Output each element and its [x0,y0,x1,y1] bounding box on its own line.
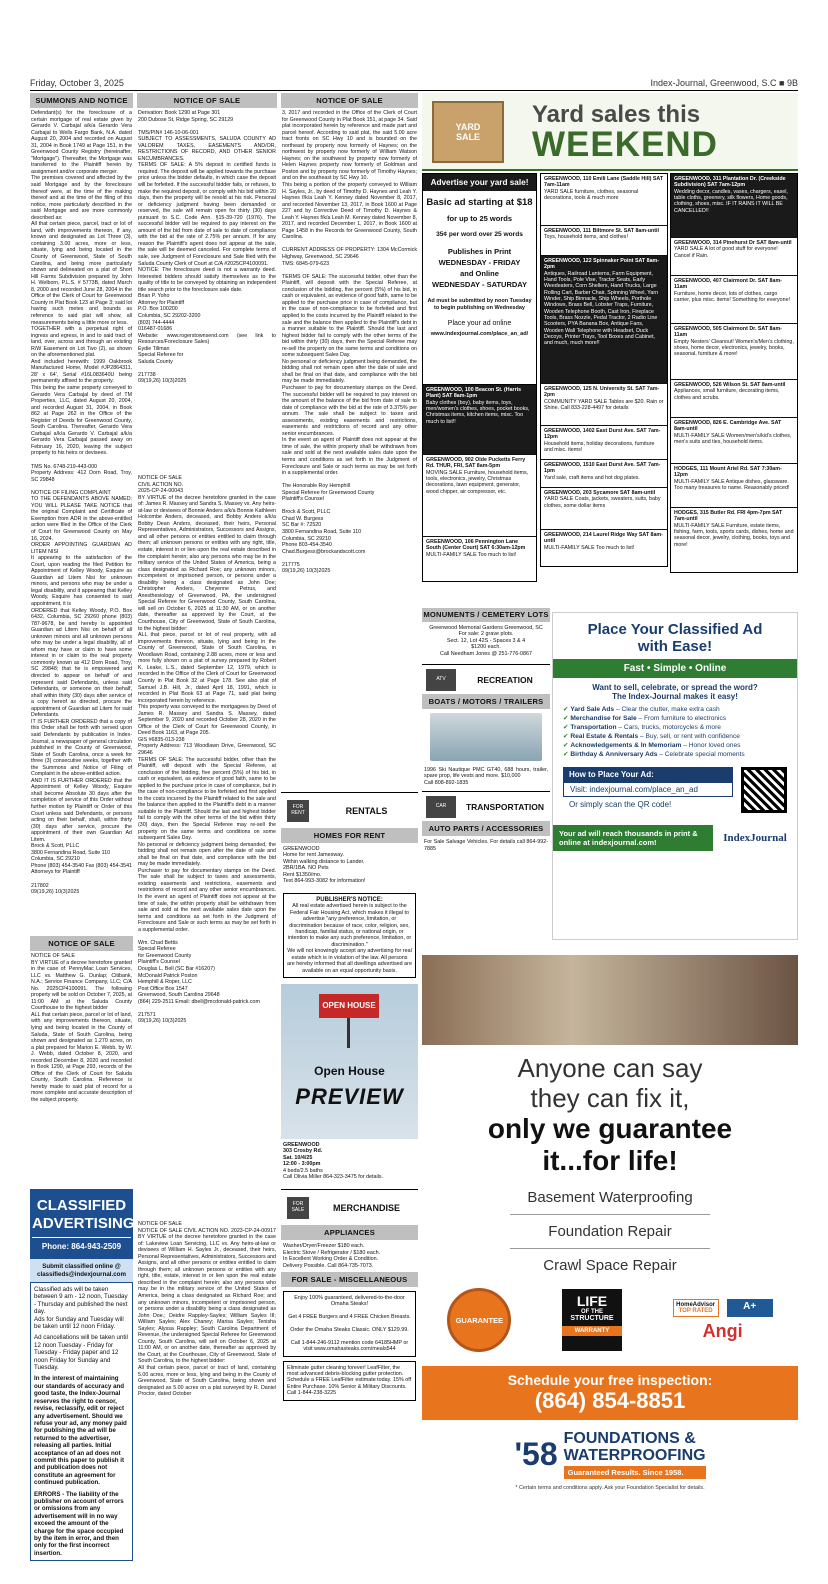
brand-logo: '58 [514,1436,558,1472]
yard-title-weekend: WEEKEND [532,125,718,164]
promo-for: for up to 25 words [446,214,512,223]
promo-pub: Publishes in Print [447,247,512,256]
life-warranty-badge: LIFE OF THE STRUCTURE WARRANTY [562,1289,622,1351]
rental-listing: GREENWOOD Home for rent Jamesway. Within walking distance to Lander. 2BR/1BA. NO Pets Rent $1350/mo. Text 864-993-3082 for information! [283,846,366,885]
notice-text: Derivation: Book 1290 at Page 301 200 Dubose St, Ridge Spring, SC 29129 TMS/PIN# 146-10-06-001 SUBJECT TO ASSESSMENTS, SALUDA COUNTY AD VALOREM TAXES, EASEMENTS AND/OR, RESTRICTIONS OF RECORD, AND OTHER SENIOR ENCUMBRANCES. TERMS OF SALE: A 5% deposit in certified funds is required. The deposit will be applied towards the purchase price unless the bidder defaults, in which case the deposit will be forfeited. If the successful bidder fails, or refuses, to make the required deposit, or comply with his bid within 20 days, then the property will be resold at his risk. Personal or deficiency judgment having been demanded or reserved, the sale will remain open for thirty (30) days pursuant to S.C. Code Ann. §15-39-720 (1976). The successful bidder will be required to pay interest on the amount of the bid from date of sale to date of compliance with the bid at the rate of 2.75% per annum. If for any reason the Plaintiff's agent does not appear at the sale, the sale will be deemed canceled. For complete terms of sale, see Judgment of Foreclosure and Sale filed with the Saluda County Clerk of Court at C/A #2025CP4100091. NOTICE: The foreclosure deed is not a warranty deed. Interested bidders should satisfy themselves as to the quality of title to be conveyed by obtaining an independent title search prior to the foreclosure sale date. Brian P. Yoho Attorney for Plaintiff P.O. Box 100200 Columbia, SC 29202-3200 (803) 744-4444 016487-01686 Website: www.rogerstownsend.com (see link to Resources/Foreclosure Sales) Eydie Tillman Special Referee for Saluda County 217738 09(19,26) 10(3)2025 [138,110,276,385]
yard-listing: GREENWOOD, 203 Sycamore SAT 8am-until YARD SALE Coats, jackets, sweaters, suits, baby clothes, some dollar items [541,488,667,530]
yard-listing: HODGES, 315 Butler Rd. FRI 4pm-7pm SAT 7am-until MULTI-FAMILY SALE Furniture, estate items, fishing, farm, tools, sports cards, dishes, home and seasonal decor, jewelry, clothing, books, toys and more! [674,510,794,548]
column-summons [30,93,135,1557]
foundation-photo [422,955,798,1045]
monuments-title: MONUMENTS / CEMETERY LOTS [422,608,550,622]
check-item: ✔ Transportation – Cars, trucks, motorcycles & more [563,724,721,731]
omaha-text: Enjoy 100% guaranteed, delivered-to-the-door Omaha Steaks! Get 4 FREE Burgers and 4 FREE Chicken Breasts. Order the Omaha Steaks Classic. ONLY $129.99. Call 1-844-246-9112 mention code 64185HMP or visit www.omahasteaks.com/meals544 [288,1294,411,1353]
merchandise-label: MERCHANDISE [332,1202,400,1213]
notice-text: NOTICE OF SALE BY VIRTUE of a decree heretofore granted in the case of: PennyMac Loan Services, LLC vs. Matthew G. Dunlap; Citibank, N.A.; Service Finance Company, LLC; C/A No. 2025CP4100091. The following property will be sold on October 7, 2025, at 11:00 AM at the Saluda County Courthouse to the highest bidder ALL that certain piece, parcel or lot of land, with any improvements thereon, situate, lying and being located in the County of Saluda, State of South Carolina, being shown and designated as 1.270 acres, on a plat prepared for Marion E. Webb, by W. J. Webb, dated October 8, 2020, and recorded December 8, 2020 and recorded in Book 1290, at Page 293, records of the Office of the Clerk of Court for Saluda County, South Carolina. Reference is hereby made to said plat of record for a more complete and accurate description of the subject property. [31,953,132,1104]
foundation-headline: Anyone can say [517,1053,703,1083]
auto-parts-title: AUTO PARTS / ACCESSORIES [422,821,550,836]
summons-text: Defendant(s) for the foreclosure of a certain mortgage of real estate given by Gerardo V. Carbajal a/k/a Gerardo Vera Carbajal to Wells Fargo Bank, N.A. dated August 20, 2004 and recorded on August 31, 2004 in Book 1749 at Page 151, in the Greenwood County Registry (hereinafter, "Mortgage"). Thereafter, the Mortgage was transferred to the Plaintiff herein by assignment and/or corporate merger. The premises covered and affected by the said Mortgage and by the foreclosure thereof were, at the time of the making thereof and at the time of the filing of this notice, more particularly described in the said Mortgage and are more commonly described as: All that certain piece, parcel, tract or lot of land, with improvements thereon, if any, known and designated as Lot Three (3), containing 3.00 acres, more or less, situate, lying and being located in the County of Greenwood, State of South Carolina, and being more particularly shown and delineated on a plat of Short Hill Farms Subdivision prepared by John H. Welborn, P.L.S. # 5773B, dated March 8, 2000 and recorded June 28, 2004 in the Office of the Clerk of Court for Greenwood County in Plat Book 123 at Page 3; said lot having such metes and bounds as reference to said plat will show, all measurements being a little more or less. TOGETHER with a perpetual right of ingress and egress, in and to said tract of land, over, across and through an existing R/W Easement on Lot Two (2), as shown on the aforementioned plat. And included herewith: 1999 Oakbrook Manufactured Home, Model #JP2864311, 28' x 64', Serial #16L083640U being permanently affixed to the property. This being the same property conveyed to Gerardo Vera Carbajal by deed of TM Properties, LLC, dated August 20, 2004, and recorded August 31, 2004, in Book 862 at Page 262 in the Office of the Register of Deeds for Greenwood County, South Carolina. Thereafter, Gerardo Vera Carbajal a/k/a Gerardo V. Carbajal a/k/a Gerardo Vera Carbajal passed away on February 16, 2020, leaving the subject property to his heirs or devisees. TMS No. 6748-219-443-000 Property Address: 412 Dorn Road, Troy, SC 29848 NOTICE OF FILING COMPLAINT TO THE DEFENDANTS ABOVE NAMED: YOU WILL PLEASE TAKE NOTICE that the original Complaint and Certificate of Exemption from ADR in the above-entitled action were filed in the Office of the Clerk of Court for Greenwood County on May 16, 2024. ORDER APPOINTING GUARDIAN AD LITEM NISI It appearing to the satisfaction of the Court, upon reading the filed Petition for Appointment of Kelley Woody, Esquire as Guardian ad Litem Nisi for unknown minors, and persons who may be under a legal disability, and it appearing that Kelley Woody, Esquire has consented to said appointment, it is ORDERED that Kelley Woody, P.O. Box 6432, Columbia, SC 29260 phone (803) 787-9678, be and hereby is appointed Guardian ad Litem Nisi on behalf of all unknown minors and all unknown persons who may be under a legal disability, all of whom may have or claim to have some interest in or claim to the real property commonly known as 412 Dorn Road, Troy, SC 29848; that he is empowered and directed to appear on behalf of and represent said Defendants, unless said Defendants, or someone on their behalf, shall within thirty (30) days after service of a copy hereof as directed, procure the appointment of Guardian ad Litem for said Defendants. IT IS FURTHER ORDERED that a copy of this Order shall be forth with served upon said Defendants by publication in Index-Journal, a newspaper of general circulation published in the County of Greenwood, State of South Carolina, once a week for three (3) consecutive weeks, together with the Summons and Notice of Filing of Complaint in the above-entitled action. AND IT IS FURTHER ORDERED that the Appointment of Kelley Woody, Esquire shall become Absolute 30 days after the completion of service of this Order without further motion by Plaintiff or Order of this Court unless said Defendants, or persons acting on their behalf, shall, within thirty (30) days after service, procure the appointment of their own Guardian Ad Litem. Brock & Scott, PLLC 3800 Fernandina Road, Suite 110 Columbia, SC 29210 Phone (803) 454-3540 Fax (803) 454-3541 Attorneys for Plaintiff 217802 09(19,26) 10(3)2025 [31,110,133,896]
publisher-text: All real estate advertised herein is subject to the Federal Fair Housing Act, which makes it illegal to advertise "any preference, limitation, or discrimination because of race, color, religion, sex, handicap, familial status, or national origin, or intention to make any such preference, limitation, or discrimination." We will not knowingly accept any advertising for real estate which is in violation of the law. All persons are hereby informed that all dwellings advertised are available on an equal opportunity basis. [287,903,412,974]
column-notice-3 [281,93,418,1563]
how-to-place [563,767,787,821]
header-rule [30,90,798,91]
promo-deadline: Ad must be submitted by noon Tuesday to begin publishing on Wednesday [427,298,532,311]
foundation-ad [422,955,798,1563]
notice-text: 3, 2017 and recorded in the Office of the Clerk of Court for Greenwood County in Plat Book 151, at page 34. Said plat incorporated herein by reference and made part and parcel hereof. According to said plat, the said 5.00 acre tract fronts on SC Hwy 10 and is bounded on the northeast by property now formerly of Haynes; on the northwest by property now formerly of William Watson Haynes; on the southwest by property now formerly of Helen Haynes property now formerly of Goldman and Poston and by property now formerly of Timothy Haynes; and on the southeast by SC Hwy 10. This being a portion of the property conveyed to William H. Sayles, Jr., by deed of Timothy D. Haynes and Leah Y. Haynes f/k/a Leah Y. Kenney dated November 8, 2017, and recorded November 13, 2017, in Book 1600 at Page 227 and by Corrective Deed of Timothy D. Haynes & Leah Y. Haynes f/k/a Leah M. Kenney dated November 8, 2017, and recorded December 1, 2017, in Book 1600 at Page 1458 in the Records for Greenwood County, South Carolina. CURRENT ADDRESS OF PROPERTY: 1304 McCormick Highway, Greenwood, SC 29646 TMS: 6845-079-623 TERMS OF SALE: The successful bidder, other than the Plaintiff, will deposit with the Special Referee, at conclusion of the bidding, five percent (5%) of his bid, in cash or equivalent, as evidence of good faith, same to be applied to the purchase price in case of compliance, but in the case of non-compliance to be forfeited and first applied to the costs incurred by the Plaintiff related to the sale and the balance then applied to the Plaintiff's debt in a manner suitable to the Plaintiff. Should the last and highest bidder fail to comply with the other terms of the bid within thirty (30) days, then the Special Referee may re-sell the property on the same terms and conditions on some subsequent Sales Day. No personal or deficiency judgment being demanded, the bidding shall not remain open after the date of sale and shall be final on that date, and compliance with the bid may be made immediately. Purchaser to pay for documentary stamps on the Deed. The successful bidder will be required to pay interest on the amount of the balance of the bid from date of sale to date of compliance with the bid at the rate of 3.375% per annum. The sale shall be subject to taxes and assessments, existing easements and restrictions, easements and restrictions of record and any other senior encumbrances. In the event an agent of Plaintiff does not appear at the time of sale, the within property shall be withdrawn from sale and sold at the next available sales date upon the terms and conditions as set forth in the Judgment of Foreclosure and Sale or such terms as may be set forth in a supplemental order. The Honorable Roy Hemphill Special Referee for Greenwood County Plaintiff's Counsel Brock & Scott, PLLC Chad W. Burgess SC Bar #: 72520 3800 Fernandina Road, Suite 110 Columbia, SC 29210 Phone 803-454-3540 Chad.Burgess@brockandscott.com 217775 09(19,26) 10(3)2025 [282,110,417,575]
yard-listing: GREENWOOD, 407 Clairmont Dr. SAT 8am-11am Furniture, home decor, lots of clothes, cargo carrier, plus misc. items! Something for everyone! [671,276,797,324]
auto-text: For Sale Salvage Vehicles. For details call 864-992-7885 [424,839,548,852]
yard-listing: GREENWOOD, 526 Wilson St. SAT 8am-until Appliances, small furniture, decorating items, clothes and scrubs. [671,380,797,418]
yard-sale-box-icon: YARD SALE [432,101,504,163]
classified-title: CLASSIFIED [36,1197,127,1214]
promo-and: and Online [460,269,499,278]
section-title: SUMMONS AND NOTICE [30,93,133,108]
schedule-phone[interactable]: (864) 854-8851 [534,1388,686,1413]
info-text: Classified ads will be taken between 9 am - 12 noon, Tuesday - Thursday and published the next day. Ads for Sunday and Tuesday will be taken until 12 noon Friday. [34,1286,128,1331]
yard-listing: GREENWOOD, 122 Spinnaker Point SAT 8am-2pm Antiques, Railroad Lanterns, Farm Equipment, Hand Tools, Pole Vise, Tractor Seats, Early Weedeaters, Corn Shellers, Hand Trucks, Large Rolling Cart, Barber Chair, Spinning Wheel, Yarn Winder, Ship Binnacle, Ship Wheels, Porthole Windows, Brass Bell, Lobster Traps, Furniture, Wooden Telephone Booth, Cast Iron, Fireplace Tools, Brass Nozzle, Pedal Tractor, 2 Radio Line Scooters, PYA Banana Box, Antique Fans, Wooden Wall Telephone with Headset, Duck Decoys, Printer Trays, Tool Boxes and Cabinet, and much, much more!! [541,256,667,384]
service-item: Crawl Space Repair [543,1257,677,1274]
homes-for-rent-title: HOMES FOR RENT [281,828,418,843]
appliances-title: APPLIANCES [281,1225,418,1240]
classified-email-box [30,1259,133,1282]
rentals-banner [281,792,418,828]
misc-title: FOR SALE - MISCELLANEOUS [281,1272,418,1287]
sign-post [347,1018,350,1048]
place-ad-footer [553,825,797,851]
divider [510,1248,710,1249]
foundation-headline: it...for life! [542,1145,678,1176]
ratings-badges: HomeAdvisor TOP RATED A+ Angi [673,1299,773,1342]
header-date: Friday, October 3, 2025 [30,78,124,88]
yard-listing: GREENWOOD, 505 Clairmont Dr. SAT 8am-11am Empty Nesters' Cleanout! Women's/Men's clothing, shoes, home decor, electronics, jewelry, books, seasonal, furniture & more! [671,324,797,380]
service-item: Basement Waterproofing [527,1189,693,1206]
yard-listings-left [422,384,537,582]
place-ad-reach: Your ad will reach thousands in print & online at indexjournal.com! [553,825,713,851]
merchandise-banner [281,1189,418,1225]
place-ad-panel [552,612,798,940]
guarantee-seal-icon: GUARANTEE [447,1288,511,1352]
boats-title: BOATS / MOTORS / TRAILERS [422,694,550,709]
section-title: NOTICE OF SALE [137,93,277,108]
check-item: ✔ Real Estate & Rentals – Buy, sell, or rent with confidence [563,733,740,740]
yard-listing: GREENWOOD, 111 Biltmore St. SAT 8am-until Toys, household items, and clothes! [541,226,667,256]
yard-listings-right [670,173,798,573]
divider [510,1214,710,1215]
for-sale-icon: FOR SALE [287,1197,309,1219]
open-house-listing: GREENWOOD 303 Crosby Rd. Sat. 10/4/25 12:00 - 3:00pm 4 beds/2.5 baths Call Olivia Miller 864-323-3475 for details. [283,1141,384,1180]
transport-banner [422,791,550,821]
recreation-banner [422,664,550,694]
yard-listing: GREENWOOD, 100 Beacon St. (Harris Plant) SAT 8am-1pm Baby clothes (boy), baby items, toys, men/women's clothes, shoes, pocket books, Christmas items, kitchen items, misc. Too much to list!! [423,385,536,455]
yard-listing: GREENWOOD, 311 Plantation Dr. (Creekside Subdivision) SAT 7am-12pm Wedding decor, candles, vases, chargers, easel, table cloths, greenery, silk flowers, Home goods, clothing, shoes, misc. IF IT RAINS IT WILL BE CANCELLED!! [671,174,797,238]
car-icon: CAR [426,796,456,818]
place-ad-tagline: Fast • Simple • Online [553,659,797,678]
email-label: Submit classified online @ [42,1263,121,1270]
promo-title: Advertise your yard sale! [423,174,536,191]
rentals-label: RENTALS [345,805,388,816]
open-house-preview: PREVIEW [295,1083,404,1109]
check-item: ✔ Yard Sale Ads – Clear the clutter, make extra cash [563,706,720,713]
promo-price: Basic ad starting at $18 [426,197,533,208]
yard-promo [422,173,537,388]
appliances-text: Washer/Dryer/Freezer $180 each. Electric Stove / Refrigerator / $180 each. In Excellent Working Order & Condition. Delivery Possible. Call 864-735-7073. [283,1243,381,1269]
check-item: ✔ Merchandise for Sale – From furniture to electronics [563,715,727,722]
place-ad-title: with Ease! [637,638,713,655]
transport-label: TRANSPORTATION [465,801,545,812]
yard-listing: GREENWOOD, 826 E. Cambridge Ave. SAT 8am-until MULTI-FAMILY SALE Women/men's/kid's clothes, men's suits and ties, household items. [671,418,797,464]
email-link[interactable]: classifieds@indexjournal.com [37,1270,126,1278]
for-rent-icon: FOR RENT [287,800,309,822]
yard-listing: GREENWOOD, 1402 East Durst Ave. SAT 7am-12pm Household items, holiday decorations, furniture and misc. items! [541,426,667,460]
foundation-headline: they can fix it, [530,1083,690,1113]
how-visit-link[interactable]: Visit: indexjournal.com/place_an_ad [563,782,733,797]
badges-row [422,1288,798,1352]
foundations-brand [422,1430,798,1479]
leaffilter-ad [283,1361,416,1401]
info-text: Ad cancellations will be taken until 12 noon Tuesday - Friday for Tuesday - Friday paper and 12 noon Friday for Sunday and Tuesday. [34,1334,128,1372]
yard-title: Yard sales this [532,101,701,128]
promo-extra: 35¢ per word over 25 words [436,231,523,238]
classified-title: ADVERTISING [32,1215,131,1238]
classified-phone: Phone: 864-943-2509 [41,1242,122,1251]
yard-listing: GREENWOOD, 314 Pinehurst Dr SAT 8am-until YARD SALE A lot of good stuff for everyone! Cancel if Rain. [671,238,797,276]
info-text: ERRORS - The liability of the publisher on account of errors or omissions from any advertisement will in no way exceed the amount of the charge for the space occupied by the item in error, and then only for the first incorrect insertion. [34,1490,124,1557]
yard-listing: GREENWOOD, 125 N. University St. SAT 7am-2pm COMMUNITY YARD SALE Tables are $20. Rain or Shine. Call 833-228-4497 for details [541,384,667,426]
promo-days: WEDNESDAY - FRIDAY [438,258,521,267]
place-ad-checklist [553,701,797,763]
open-house-sign: OPEN HOUSE [319,994,379,1018]
promo-place: Place your ad online [447,319,512,327]
info-text: In the interest of maintaining our standards of accuracy and good taste, the Index-Journal reserves the right to censor, revise, reclassify, edit or reject any advertisement. Should we refuse your ad, any money paid for publishing the ad will be returned to the advertiser, releasing all parties. Initial acceptance of an ad does not commit this paper to publish it and publication does not constitute an agreement for continued publication. [34,1375,127,1487]
angi-logo: Angi [702,1320,743,1341]
boat-photo [430,713,542,761]
yard-listing: GREENWOOD, 1510 East Durst Ave. SAT 7am-1pm Yard sale, craft items and hot dog plates. [541,460,667,488]
publisher-title: PUBLISHER'S NOTICE: [316,897,383,904]
leaffilter-text: Eliminate gutter cleaning forever! LeafFilter, the most advanced debris-blocking gutter protection. Schedule a FREE LeafFilter estimate today. 15% off Entire Purchase. 10% Senior & Military Discounts. Call 1-844-238-3225 [287,1364,412,1397]
section-title: NOTICE OF SALE [30,936,133,951]
yard-listing: GREENWOOD, 110 Emili Lane (Saddle Hill) SAT 7am-11am YARD SALE furniture, clothes, seasonal decorations, tools & much more [541,174,667,226]
yard-listing: GREENWOOD, 106 Pennington Lane South (Center Court) SAT 6:30am-12pm MULTI-FAMILY SALE Too much to list! [426,539,526,558]
how-title: How to Place Your Ad: [563,767,733,782]
classified-banner [30,1189,133,1259]
yard-listing: GREENWOOD, 902 Olde Pucketts Ferry Rd. THUR, FRI, SAT 8am-5pm MOVING SALE Furniture, household items, tools, electronics, jewelry, Christmas decorations, lawn equipment, generator, wood chipper, air compressor, etc. [423,455,536,537]
column-notice-2 [137,93,277,1563]
open-house-title: Open House [314,1063,385,1078]
promo-url[interactable]: www.indexjournal.com/place_an_ad/ [430,330,529,337]
section-title: NOTICE OF SALE [281,93,418,108]
yard-sale-banner [422,93,798,171]
schedule-bar [422,1366,798,1420]
check-item: ✔ Birthday & Anniversary Ads – Celebrate special moments [563,751,745,758]
publisher-notice [283,893,416,977]
header-paper: Index-Journal, Greenwood, S.C ■ 9B [650,78,798,88]
notice-text: NOTICE OF SALE CIVIL ACTION NO. 2025-CP-24-00043 BY VIRTUE of the decree heretofore granted in the case of: James R. Massey and Sandra S. Massey vs. Any heirs-at-law or devisees of Bonnie Anders a/k/a Bonnie Kathleen Holcombe Anders, deceased, and Bobby Anders a/k/a Bobby Dean Anders, deceased, their heirs, Personal Representatives, Administrators, Successors and Assigns, and all other persons or entities entitled to claim through them; all unknown persons or entities with any right, title, estate, interest in or lien upon the real estate described in the complaint herein; also any persons who may be in the military service of the United States of America, being a class designated as Richard Roe; any unknown minors, incompetent or imprisoned person, or persons under a disability being a class designated as John Doe; Christopher Anders, Cheyenne Petrus, and Anesthesiology of Greenwood, PA, the undersigned Special Referee for Greenwood County, South Carolina, will sell on October 6, 2025 at 11:30 AM, or on another date, thereafter as approved by the Court, at the Courthouse, City of Greenwood, State of South Carolina, to the highest bidder: ALL that piece, parcel or lot of real property, with all improvements thereon, situate, lying and being in the County of Greenwood, State of South Carolina, in Woodlawn Road, containing 2.88 acres, more or less and more fully shown on a plat of survey prepared by Robert K. Leake, L.S., dated September 12, 1979, which is recorded in the Office of the Clerk of Court for Greenwood County in Plat Book 32 at Page 178. See also plat of Samuel J.B. Hill, Jr., dated April 18, 1991, which is recorded in Plat Book 63 at Page 71, said plat being incorporated herein by reference. This property was conveyed to the mortgagees by Deed of James R. Massey and Sandra S. Massey, dated September 9, 2020 and recorded October 28, 2020 in the Office of the Clerk of Court for Greenwood County, in Deed Book 1163, at Page 205. GIS #6835-013-238 Property Address: 713 Woodlawn Drive, Greenwood, SC 29646 TERMS OF SALE: The successful bidder, other than the Plaintiff, will deposit with the Special Referee, at conclusion of the bidding, five percent (5%) of his bid, in cash or equivalent, as evidence of good faith, same to be applied to the purchase price in case of compliance, but in the case of non-compliance to be forfeited and first applied to the costs incurred by the Plaintiff related to the sale and the balance then applied to the Plaintiff's debt in a manner suitable to the Plaintiff. Should the last and highest bidder fail to comply with the other terms of the bid within thirty (30) days, then the Special Referee may re-sell the property on the same terms and conditions on some subsequent Sales Day. No personal or deficiency judgment being demanded, the bidding shall not remain open after the date of sale and shall be final on that date, and compliance with the bid may be made immediately. Purchaser to pay for documentary stamps on the Deed. The sale shall be subject to taxes and assessments, existing easements and restrictions, easements and restrictions of record and any other senior encumbrances. In the event an agent of Plaintiff does not appear at the time of sale, the within property shall be withdrawn from sale and sold at the next available sales date upon the terms and conditions as set forth in the Judgment of Foreclosure and Sale or such terms as may be set forth in a supplemental order. Wm. Chad Bettis Special Referee for Greenwood County Plaintiff's Counsel Douglas L. Bell (SC Bar #16207) McDonald Patrick Poston Hemphill & Roper, LLC Post Office Box 1547 Greenwood, South Carolina 29648 (864) 229-2511 Email: dbell@mcdonald-patrick.com 217571 09(19,26) 10(3)2025 [138,475,276,1025]
monuments-text: Greenwood Memorial Gardens Greenwood, SC For sale: 2 grave plots. Sect. 12, Lot 42S - Spaces 3 & 4 $1200 each. Call Needham Jones @ 251-776-0867 [429,625,543,657]
notice-text: NOTICE OF SALE NOTICE OF SALE CIVIL ACTION NO. 2023-CP-24-00917 BY VIRTUE of the decree heretofore granted in the case of: Lakeview Loan Servicing, LLC vs. Any heirs-at-law or devisees of William H. Sayles Jr., deceased, their heirs, Personal Representatives, Administrators, Successors and Assigns, and all other persons or entities entitled to claim through them; all unknown persons or entities with any right, title, estate, interest in or lien upon the real estate described in the complaint herein; also any persons who may be in the military service of the United States of America, being a class designated as Richard Roe; and any unknown minors, incompetent or imprisoned person, or persons under a disability being a class designated as John Doe.; Deidre Rappley-Sayles; William Sayles III; William Sayles; Alex Chaney; Marisa Sayles; Tenisha Sayles; Alyssa Rappley; South Carolina Department of Revenue, the undersigned Special Referee for Greenwood County, South Carolina, will sell on October 6, 2025 at 11:00 AM, or on another date, thereafter as approved by the Court, at the Courthouse, City of Greenwood, State of South Carolina, to the highest bidder: All that certain piece, parcel or tract of land, containing 5.00 acres, more or less, lying and being in the County of Greenwood, State of South Carolina, being shown and designated as 5.00 acres on a plat surveyed by R. Daniel Proctor, dated October [138,1221,276,1398]
column-recreation [422,608,550,988]
place-ad-question: Want to sell, celebrate, or spread the word? [592,683,758,692]
yard-listing: HODGES, 111 Mount Ariel Rd. SAT 7:30am-12pm MULTI-FAMILY SALE Antique dishes, glassware. Too many treasures to name. Reasonably priced! [671,464,797,508]
atv-icon: ATV [426,669,456,691]
promo-days2: WEDNESDAY - SATURDAY [431,280,528,289]
place-ad-title: Place Your Classified Ad [587,621,763,638]
qr-code-icon[interactable] [741,767,787,813]
omaha-ad [283,1291,416,1357]
boat-text: 1996 Ski Nautique PMC GT40, 688 hours, trailer, spare prop, life vests and more. $10,000 Call 808-892-1835 [424,767,548,786]
open-house-banner [281,984,418,1139]
brand-text: FOUNDATIONS & WATERPROOFING Guaranteed Results. Since 1958. [563,1430,706,1477]
foundation-headline: only we guarantee [487,1113,733,1144]
or-scan: Or simply scan the QR code! [569,800,672,809]
yard-listings-middle [540,173,668,567]
recreation-label: RECREATION [477,674,533,685]
foundation-footnote: * Certain terms and conditions apply. Ask your Foundation Specialist for details. [515,1485,705,1491]
index-journal-logo: IndexJournal [723,832,787,844]
check-item: ✔ Acknowledgements & In Memoriam – Honor loved ones [563,742,741,749]
schedule-text: Schedule your free inspection: [507,1372,713,1388]
classified-info [30,1282,133,1561]
service-item: Foundation Repair [548,1223,672,1240]
yard-listing: GREENWOOD, 214 Laurel Ridge Way SAT 8am-until MULTI-FAMILY SALE Too much to list! [544,532,663,551]
place-ad-question: The Index-Journal makes it easy! [612,692,738,701]
